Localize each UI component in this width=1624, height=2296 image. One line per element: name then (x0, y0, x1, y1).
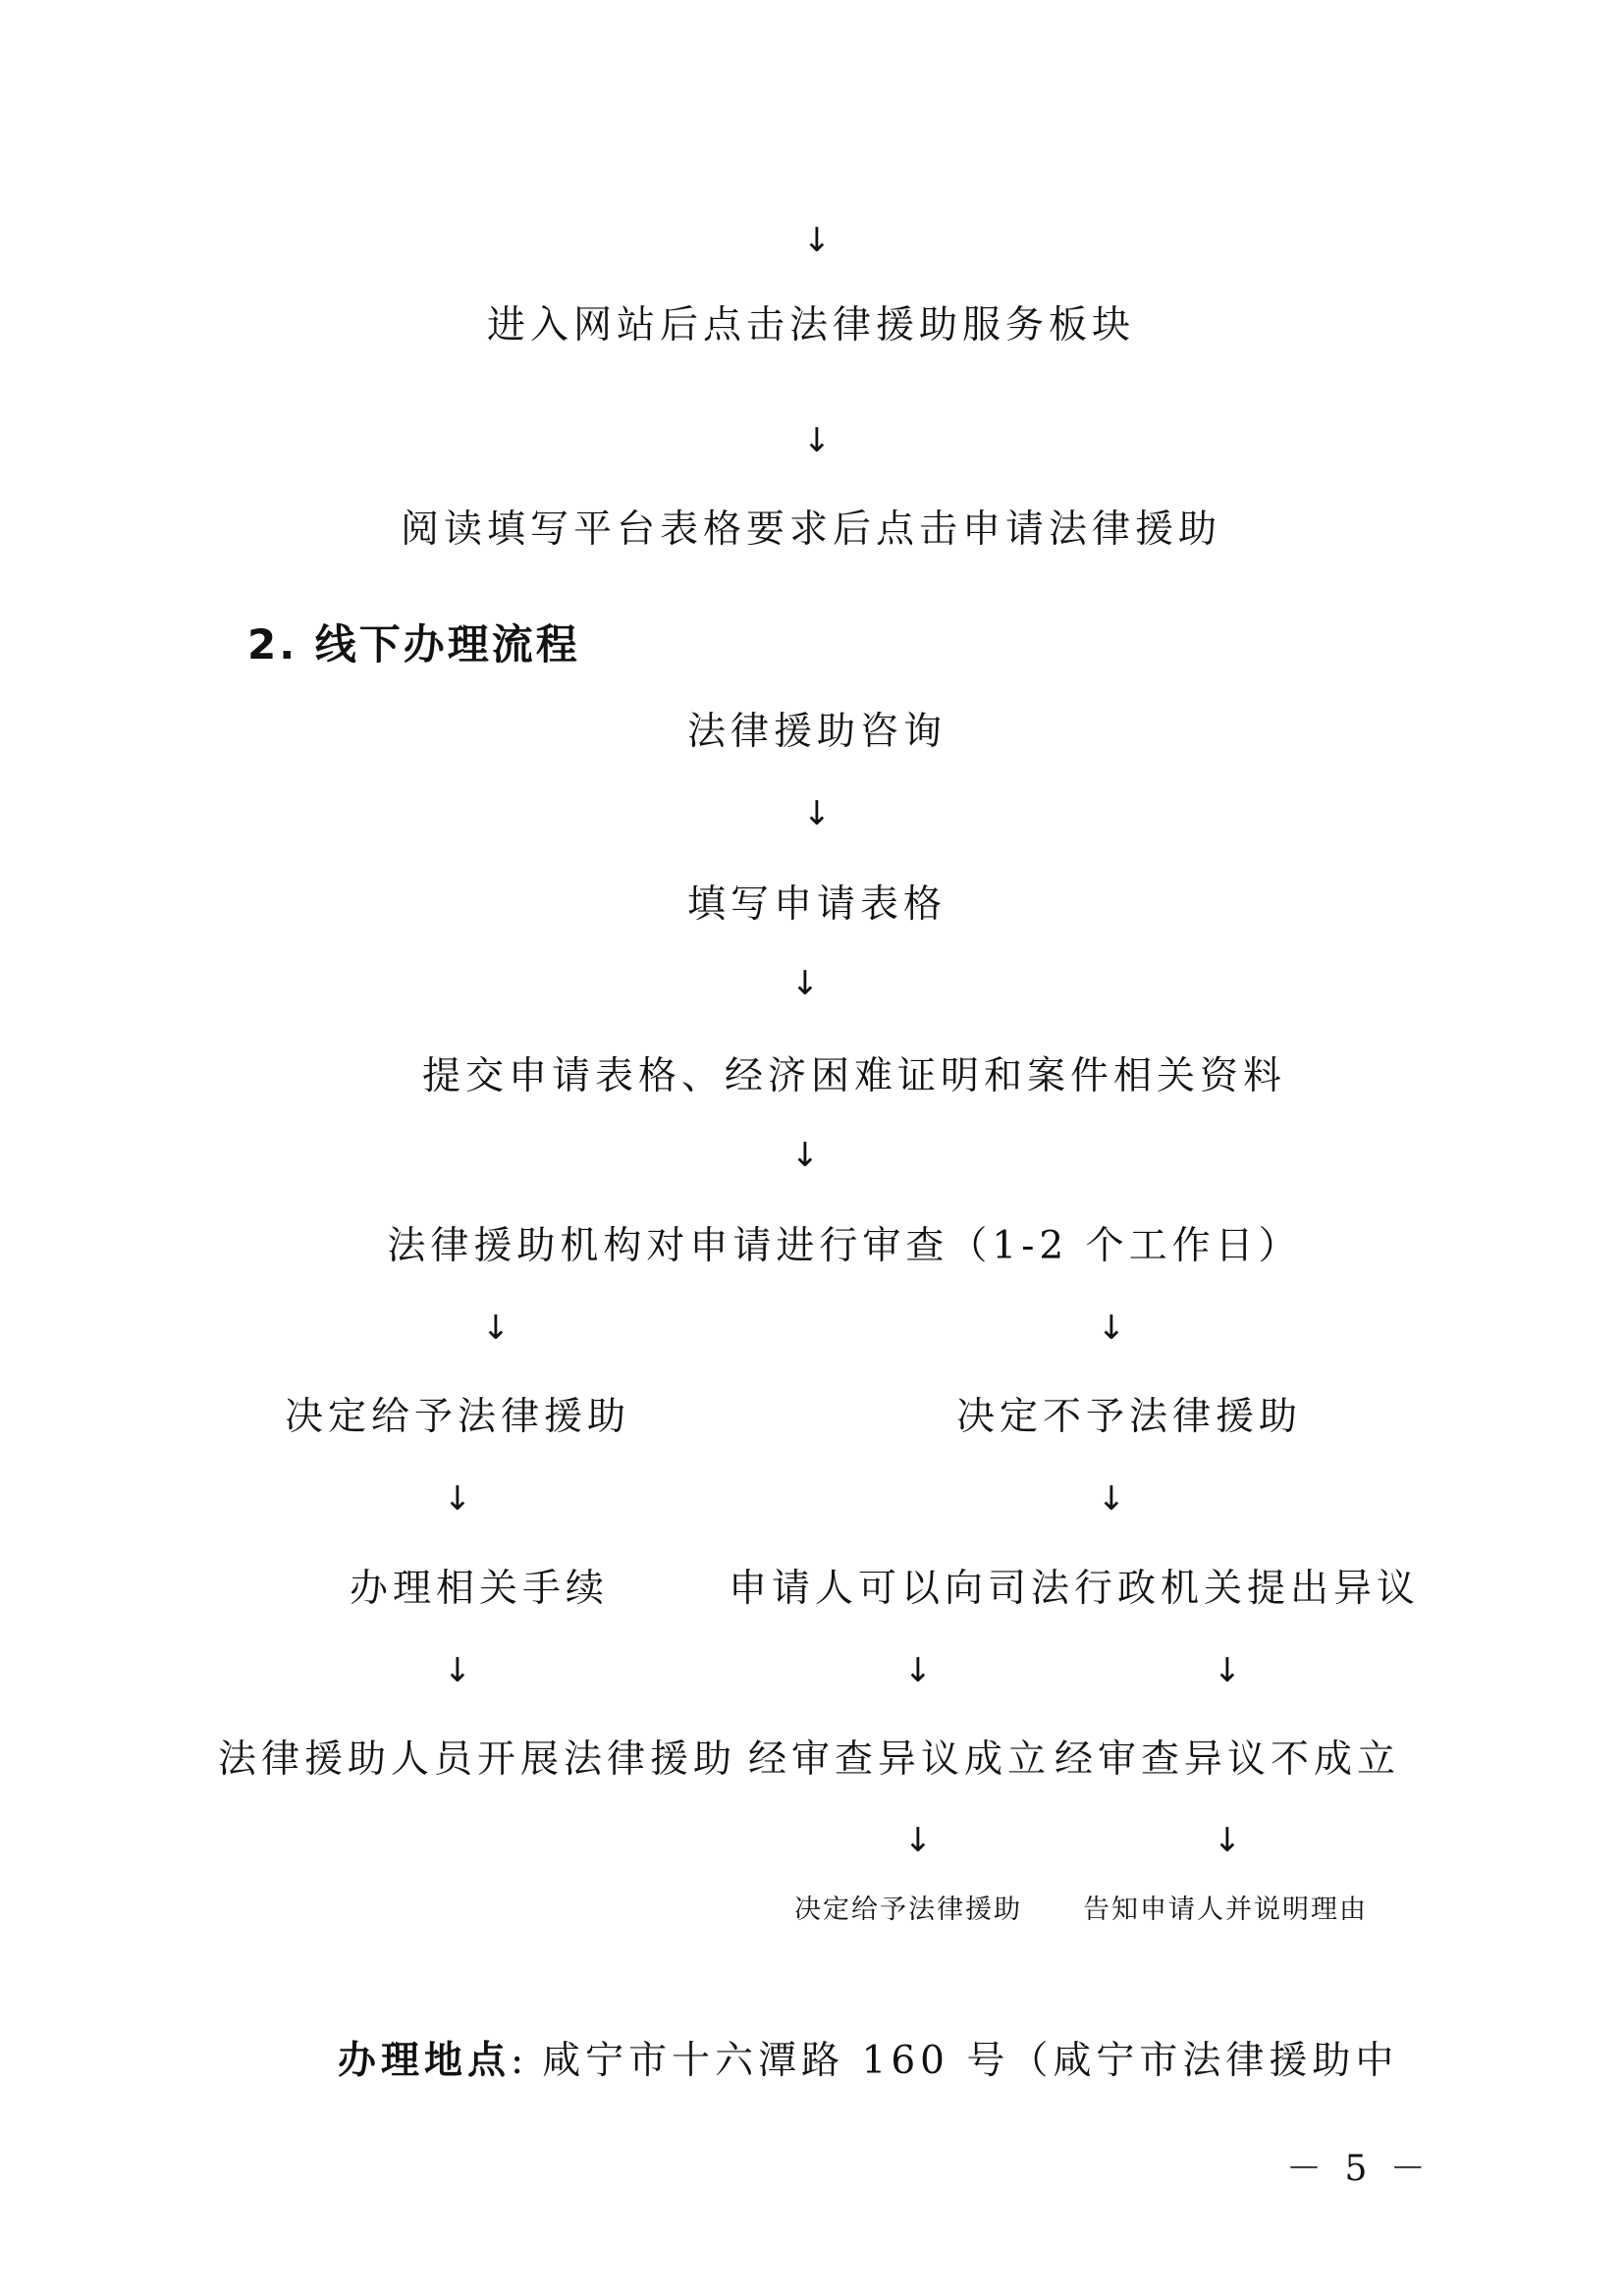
flow-arrow: ↓ (903, 1651, 933, 1690)
step-fill-form: 填写申请表格 (686, 882, 947, 927)
step-objection-rejected: 经审查异议不成立 (1054, 1737, 1401, 1782)
section-heading: 2. 线下办理流程 (247, 620, 580, 668)
flow-arrow: ↓ (1097, 1308, 1126, 1348)
flow-arrow: ↓ (1213, 1821, 1242, 1860)
step-objection-upheld: 经审查异议成立 (747, 1737, 1052, 1782)
step-submit: 提交申请表格、经济困难证明和案件相关资料 (421, 1054, 1287, 1098)
location-label: 办理地点 (338, 2039, 512, 2083)
flow-arrow: ↓ (802, 794, 832, 833)
page-number: － 5 － (1286, 2149, 1432, 2189)
flow-arrow: ↓ (481, 1308, 511, 1348)
location-line (338, 2039, 1399, 2083)
flow-arrow: ↓ (802, 221, 832, 260)
flow-arrow: ↓ (1097, 1479, 1126, 1519)
step-grant: 决定给予法律援助 (284, 1395, 631, 1439)
step-objection: 申请人可以向司法行政机关提出异议 (728, 1567, 1421, 1611)
step-review: 法律援助机构对申请进行审查（1-2 个工作日） (387, 1224, 1302, 1268)
flow-arrow: ↓ (443, 1651, 472, 1690)
flow-arrow: ↓ (802, 421, 832, 460)
step-carry-out: 法律援助人员开展法律援助 (217, 1737, 737, 1782)
step-procedures: 办理相关手续 (349, 1567, 610, 1611)
step-deny: 决定不予法律援助 (955, 1395, 1303, 1439)
location-colon: : (511, 2039, 529, 2083)
location-text: 咸宁市十六潭路 160 号（咸宁市法律援助中 (542, 2039, 1399, 2083)
step-final-grant: 决定给予法律援助 (794, 1895, 1022, 1925)
flow-arrow: ↓ (443, 1479, 472, 1519)
step-apply: 阅读填写平台表格要求后点击申请法律援助 (400, 507, 1222, 552)
flow-arrow: ↓ (1213, 1651, 1242, 1690)
step-final-notify: 告知申请人并说明理由 (1083, 1895, 1368, 1925)
flow-arrow: ↓ (790, 964, 820, 1003)
step-enter-site: 进入网站后点击法律援助服务板块 (486, 303, 1136, 347)
flow-arrow: ↓ (903, 1821, 933, 1860)
step-consult: 法律援助咨询 (686, 710, 947, 754)
flow-arrow: ↓ (790, 1136, 820, 1175)
